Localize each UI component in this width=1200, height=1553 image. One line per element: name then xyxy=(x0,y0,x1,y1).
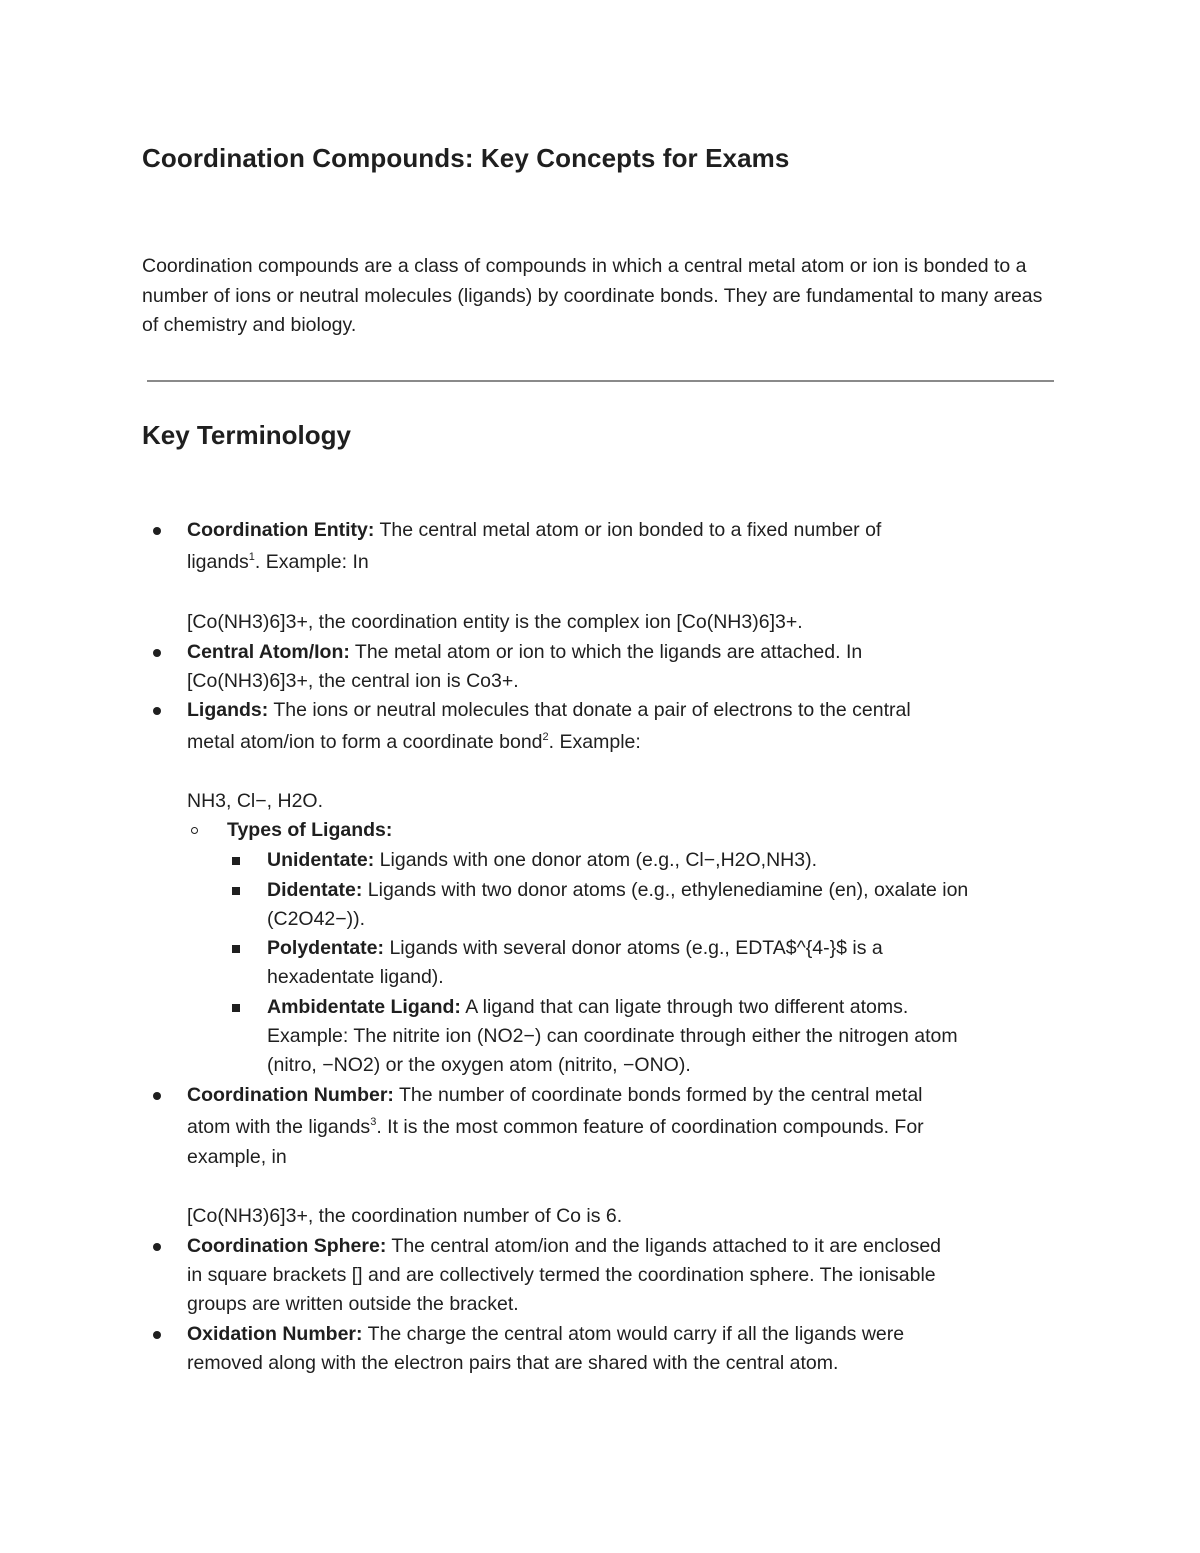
term-label: Ambidentate Ligand: xyxy=(267,996,461,1018)
footnote-ref-1[interactable]: 1 xyxy=(248,551,255,563)
term-central-atom: Central Atom/Ion: The metal atom or ion to which the ligands are attached. In xyxy=(187,641,863,663)
bullet-icon xyxy=(153,1243,161,1251)
term-coordination-entity: Coordination Entity: The central metal atom or ion bonded to a fixed number of xyxy=(187,519,882,541)
term-coordination-number: Coordination Number: The number of coordinate bonds formed by the central metal xyxy=(187,1084,923,1106)
term-polydentate: Polydentate: Ligands with several donor atoms (e.g., EDTA$^{4-}$ is a xyxy=(267,937,883,959)
term-coordination-sphere-line-3: groups are written outside the bracket. xyxy=(187,1293,519,1315)
bullet-icon xyxy=(153,1092,161,1100)
term-label: Polydentate: xyxy=(267,937,385,959)
document-title: Coordination Compounds: Key Concepts for Exams xyxy=(142,143,790,173)
term-label: Coordination Number: xyxy=(187,1084,394,1106)
footnote-ref-2[interactable]: 2 xyxy=(542,731,549,743)
term-central-atom-line-2: [Co(NH3)6]3+, the central ion is Co3+. xyxy=(187,670,519,692)
term-coordination-number-line-3: example, in xyxy=(187,1146,287,1168)
term-ambidentate-line-3: (nitro, −NO2) or the oxygen atom (nitrito, −ONO). xyxy=(267,1054,691,1076)
term-label: Ligands: xyxy=(187,699,269,721)
term-coordination-sphere-line-2: in square brackets [] and are collectively termed the coordination sphere. The ionisable xyxy=(187,1264,936,1286)
bullet-icon xyxy=(153,707,161,715)
bullet-icon xyxy=(153,1331,161,1339)
section-title-key-terminology: Key Terminology xyxy=(142,420,352,450)
term-label: Unidentate: xyxy=(267,849,375,871)
term-label: Coordination Sphere: xyxy=(187,1235,387,1257)
term-label: Coordination Entity: xyxy=(187,519,375,541)
sub-bullet-square-icon xyxy=(232,1004,240,1012)
term-coordination-number-line-2: atom with the ligands$^3$. It is the most common feature of coordination compounds. For xyxy=(187,1116,924,1138)
term-coordination-entity-line-2: ligands$^1$. Example: In xyxy=(187,551,369,573)
term-unidentate: Unidentate: Ligands with one donor atom (e.g., Cl−,H2O,NH3). xyxy=(267,849,818,871)
horizontal-divider xyxy=(147,380,1054,382)
intro-paragraph: Coordination compounds are a class of compounds in which a central metal atom or ion is bonded to a number of ions or neutral molecules (ligands) by coordinate bonds. They are fundamental to many areas of chemistry and biology. xyxy=(142,255,1043,336)
bullet-icon xyxy=(153,649,161,657)
term-polydentate-line-2: hexadentate ligand). xyxy=(267,966,444,988)
sub-bullet-square-icon xyxy=(232,945,240,953)
bullet-icon xyxy=(153,527,161,535)
term-coordination-entity-example: [Co(NH3)6]3+, the coordination entity is the complex ion [Co(NH3)6]3+. xyxy=(187,611,803,633)
term-coordination-number-example: [Co(NH3)6]3+, the coordination number of Co is 6. xyxy=(187,1205,623,1227)
term-oxidation-number-line-2: removed along with the electron pairs that are shared with the central atom. xyxy=(187,1352,839,1374)
sub-bullet-square-icon xyxy=(232,887,240,895)
term-ambidentate: Ambidentate Ligand: A ligand that can ligate through two different atoms. xyxy=(267,996,909,1018)
term-label: Oxidation Number: xyxy=(187,1323,363,1345)
term-didentate-line-2: (C2O42−)). xyxy=(267,908,366,930)
term-coordination-sphere: Coordination Sphere: The central atom/ion and the ligands attached to it are enclosed xyxy=(187,1235,942,1257)
footnote-ref-3[interactable]: 3 xyxy=(370,1116,377,1128)
term-oxidation-number: Oxidation Number: The charge the central atom would carry if all the ligands were xyxy=(187,1323,905,1345)
term-ligands: Ligands: The ions or neutral molecules that donate a pair of electrons to the central xyxy=(187,699,911,721)
term-types-of-ligands: Types of Ligands: xyxy=(227,819,393,841)
sub-bullet-circle-icon xyxy=(191,827,198,834)
term-ligands-example: NH3, Cl−, H2O. xyxy=(187,790,323,812)
sub-bullet-square-icon xyxy=(232,857,240,865)
term-label: Didentate: xyxy=(267,879,363,901)
term-ligands-line-2: metal atom/ion to form a coordinate bond$^2$. Example: xyxy=(187,731,641,753)
term-label: Central Atom/Ion: xyxy=(187,641,350,663)
term-ambidentate-line-2: Example: The nitrite ion (NO2−) can coordinate through either the nitrogen atom xyxy=(267,1025,958,1047)
term-didentate: Didentate: Ligands with two donor atoms (e.g., ethylenediamine (en), oxalate ion xyxy=(267,879,969,901)
